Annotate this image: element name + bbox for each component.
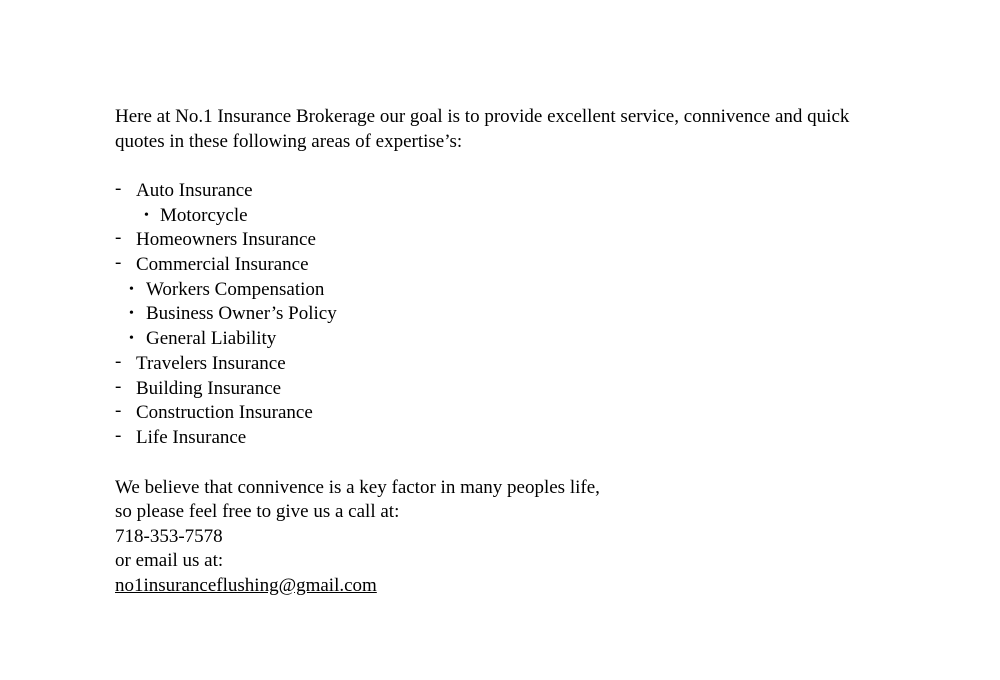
list-item-label: Travelers Insurance bbox=[136, 352, 286, 374]
dash-marker-icon: - bbox=[115, 252, 122, 274]
dash-marker-icon: - bbox=[115, 424, 122, 446]
list-item-label: Motorcycle bbox=[160, 204, 248, 226]
list-item-label: Construction Insurance bbox=[136, 402, 313, 424]
closing-line-4: or email us at: bbox=[115, 550, 224, 572]
list-item-homeowners bbox=[115, 228, 915, 253]
intro-paragraph bbox=[115, 104, 915, 154]
list-item-label: Homeowners Insurance bbox=[136, 229, 316, 251]
list-item-label: General Liability bbox=[146, 328, 277, 350]
bullet-icon: • bbox=[129, 306, 134, 322]
list-item-label: Building Insurance bbox=[136, 377, 282, 399]
list-item-label: Auto Insurance bbox=[136, 180, 253, 201]
dash-marker-icon: - bbox=[115, 227, 122, 249]
services-list bbox=[115, 179, 915, 451]
list-subitem-workers-comp bbox=[115, 278, 915, 303]
list-item-auto bbox=[115, 179, 915, 204]
bullet-icon: • bbox=[129, 281, 134, 297]
closing-line-1: We believe that connivence is a key factor in many peoples life, bbox=[115, 476, 600, 498]
contact-paragraph bbox=[115, 476, 915, 599]
list-item-travelers bbox=[115, 352, 915, 377]
list-subitem-business-owners bbox=[115, 302, 915, 327]
intro-line-1: Here at No.1 Insurance Brokerage our goal is to provide excellent service, connivence and quick bbox=[115, 106, 850, 127]
list-item-construction bbox=[115, 401, 915, 426]
dash-marker-icon: - bbox=[115, 400, 122, 422]
bullet-icon: • bbox=[129, 331, 134, 347]
closing-line-2: so please feel free to give us a call at: bbox=[115, 501, 400, 523]
list-item-label: Business Owner’s Policy bbox=[146, 303, 337, 325]
bullet-icon: • bbox=[144, 207, 149, 223]
list-subitem-general-liability bbox=[115, 327, 915, 352]
list-item-label: Workers Compensation bbox=[146, 278, 325, 300]
list-item-life bbox=[115, 426, 915, 451]
dash-marker-icon: - bbox=[115, 375, 122, 397]
list-subitem-motorcycle bbox=[115, 204, 915, 229]
intro-line-2: quotes in these following areas of expertise’s: bbox=[115, 131, 463, 152]
list-item-label: Commercial Insurance bbox=[136, 254, 309, 276]
list-item-building bbox=[115, 377, 915, 402]
dash-marker-icon: - bbox=[115, 178, 122, 199]
list-item-commercial bbox=[115, 253, 915, 278]
email-link[interactable]: no1insuranceflushing@gmail.com bbox=[115, 574, 377, 596]
dash-marker-icon: - bbox=[115, 350, 122, 372]
phone-number: 718-353-7578 bbox=[115, 525, 223, 547]
list-item-label: Life Insurance bbox=[136, 426, 247, 448]
document-page bbox=[115, 104, 915, 599]
